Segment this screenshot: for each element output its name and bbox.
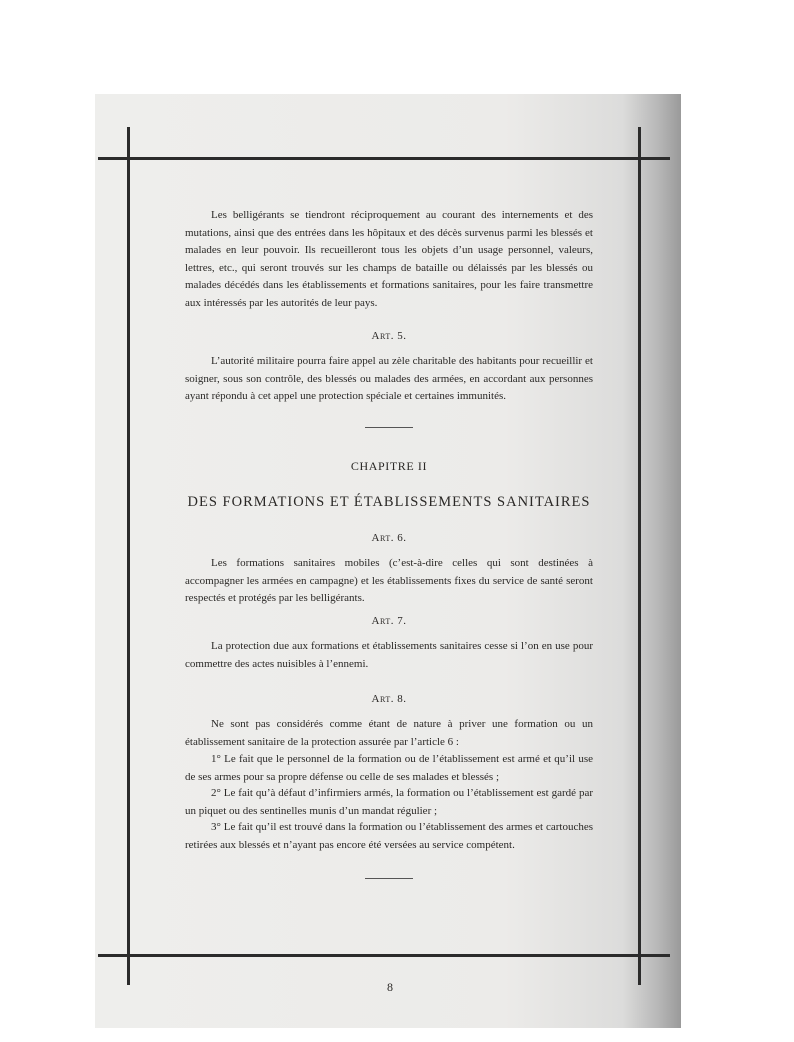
article-8-heading: Art. 8. (371, 693, 407, 705)
left-border-rule (127, 127, 130, 985)
article-6-text: Les formations sanitaires mobiles (c’est-à-dire celles qui sont destinées à accompagner les armées en campagne) et les établissements fixes du service de santé seront respectés et protégés par les belligérants. (185, 557, 593, 605)
article-8-item-1: 1° Le fait que le personnel de la formation ou de l’établissement est armé et qu’il use de ses armes pour sa propre défense ou celle de ses malades et blessés ; (185, 753, 593, 783)
article-5-heading: Art. 5. (371, 330, 407, 342)
article-6-heading: Art. 6. (371, 532, 407, 544)
top-border-rule (98, 157, 670, 160)
intro-paragraph: Les belligérants se tiendront réciproquement au courant des internements et des mutations, ainsi que des entrées dans les hôpitaux et des décès survenus parmi les blessés et malades en leur pouvoir. Ils recueilleront tous les objets d’un usage personnel, valeurs, lettres, etc., qui seront trouvés sur les champs de bataille ou délaissés par les blessés ou malades décédés dans les établissements et formations sanitaires, pour les faire transmettre aux intéressés par les autorités de leur pays. (185, 209, 593, 309)
article-5-text: L’autorité militaire pourra faire appel au zèle charitable des habitants pour recueillir et soigner, sous son contrôle, des blessés ou malades des armées, en accordant aux personnes ayant répondu à cet appel une protection spéciale et certaines immunités. (185, 355, 593, 403)
article-8-item-3: 3° Le fait qu’il est trouvé dans la formation ou l’établissement des armes et cartouches retirées aux blessés et n’ayant pas encore été versées au service compétent. (185, 821, 593, 851)
section-divider (365, 427, 413, 428)
article-8-item-2: 2° Le fait qu’à défaut d’infirmiers armés, la formation ou l’établissement est gardé par un piquet ou des sentinelles munis d’un mandat régulier ; (185, 787, 593, 817)
section-divider (365, 878, 413, 879)
article-7-text: La protection due aux formations et établissements sanitaires cesse si l’on en use pour commettre des actes nuisibles à l’ennemi. (185, 640, 593, 670)
chapter-title: DES FORMATIONS ET ÉTABLISSEMENTS SANITAIRES (187, 494, 591, 510)
chapter-number: CHAPITRE II (350, 459, 428, 473)
article-8-intro: Ne sont pas considérés comme étant de nature à priver une formation ou un établissement sanitaire de la protection assurée par l’article 6 : (185, 718, 593, 748)
right-border-rule (638, 127, 641, 985)
article-7-heading: Art. 7. (371, 615, 407, 627)
page-number: 8 (387, 980, 393, 994)
bottom-border-rule (98, 954, 670, 957)
